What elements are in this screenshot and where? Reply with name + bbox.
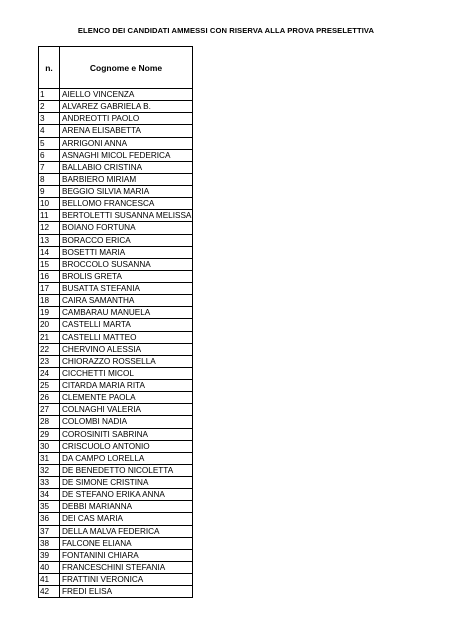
candidates-table xyxy=(38,46,193,598)
row-number-cell: 25 xyxy=(39,380,60,392)
row-number-cell: 28 xyxy=(39,416,60,428)
row-name-cell: CASTELLI MATTEO xyxy=(60,331,193,343)
row-number-cell: 21 xyxy=(39,331,60,343)
row-number-cell: 17 xyxy=(39,283,60,295)
row-number-cell: 10 xyxy=(39,198,60,210)
row-name-cell: BUSATTA STEFANIA xyxy=(60,283,193,295)
table-row xyxy=(39,101,193,113)
row-number-cell: 20 xyxy=(39,319,60,331)
row-name-cell: CHERVINO ALESSIA xyxy=(60,343,193,355)
row-number-cell: 7 xyxy=(39,161,60,173)
row-number-cell: 19 xyxy=(39,307,60,319)
table-row xyxy=(39,89,193,101)
row-name-cell: COLOMBI NADIA xyxy=(60,416,193,428)
row-name-cell: FALCONE ELIANA xyxy=(60,537,193,549)
row-number-cell: 33 xyxy=(39,477,60,489)
table-row xyxy=(39,125,193,137)
table-body xyxy=(39,89,193,598)
row-number-cell: 18 xyxy=(39,295,60,307)
row-number-cell: 16 xyxy=(39,270,60,282)
row-name-cell: CASTELLI MARTA xyxy=(60,319,193,331)
row-name-cell: BELLOMO FRANCESCA xyxy=(60,198,193,210)
row-name-cell: FRANCESCHINI STEFANIA xyxy=(60,561,193,573)
row-name-cell: CITARDA MARIA RITA xyxy=(60,380,193,392)
row-number-cell: 1 xyxy=(39,89,60,101)
row-name-cell: CAIRA SAMANTHA xyxy=(60,295,193,307)
row-number-cell: 11 xyxy=(39,210,60,222)
table-row xyxy=(39,210,193,222)
table-row xyxy=(39,283,193,295)
row-number-cell: 31 xyxy=(39,452,60,464)
table-row xyxy=(39,234,193,246)
row-number-cell: 26 xyxy=(39,392,60,404)
table-row xyxy=(39,173,193,185)
row-number-cell: 5 xyxy=(39,137,60,149)
row-number-cell: 37 xyxy=(39,525,60,537)
table-row xyxy=(39,258,193,270)
table-row xyxy=(39,161,193,173)
table-row xyxy=(39,574,193,586)
table-row xyxy=(39,440,193,452)
row-name-cell: BOIANO FORTUNA xyxy=(60,222,193,234)
row-name-cell: FONTANINI CHIARA xyxy=(60,549,193,561)
row-number-cell: 24 xyxy=(39,367,60,379)
row-name-cell: COROSINITI SABRINA xyxy=(60,428,193,440)
row-number-cell: 30 xyxy=(39,440,60,452)
table-row xyxy=(39,149,193,161)
row-number-cell: 2 xyxy=(39,101,60,113)
table-header-row xyxy=(39,47,193,89)
row-number-cell: 32 xyxy=(39,464,60,476)
table-row xyxy=(39,404,193,416)
table-row xyxy=(39,477,193,489)
row-number-cell: 34 xyxy=(39,489,60,501)
row-name-cell: BERTOLETTI SUSANNA MELISSA xyxy=(60,210,193,222)
row-name-cell: BROCCOLO SUSANNA xyxy=(60,258,193,270)
row-name-cell: BROLIS GRETA xyxy=(60,270,193,282)
table-row xyxy=(39,355,193,367)
row-number-cell: 38 xyxy=(39,537,60,549)
row-name-cell: DEI CAS MARIA xyxy=(60,513,193,525)
row-name-cell: ALVAREZ GABRIELA B. xyxy=(60,101,193,113)
table-row xyxy=(39,186,193,198)
table-row xyxy=(39,113,193,125)
row-number-cell: 39 xyxy=(39,549,60,561)
row-name-cell: ANDREOTTI PAOLO xyxy=(60,113,193,125)
row-number-cell: 9 xyxy=(39,186,60,198)
table-row xyxy=(39,392,193,404)
table-row xyxy=(39,428,193,440)
row-name-cell: DE STEFANO ERIKA ANNA xyxy=(60,489,193,501)
table-row xyxy=(39,501,193,513)
table-row xyxy=(39,246,193,258)
row-name-cell: BORACCO ERICA xyxy=(60,234,193,246)
row-name-cell: AIELLO VINCENZA xyxy=(60,89,193,101)
row-name-cell: DE SIMONE CRISTINA xyxy=(60,477,193,489)
row-name-cell: DA CAMPO LORELLA xyxy=(60,452,193,464)
table-row xyxy=(39,586,193,598)
row-name-cell: CHIORAZZO ROSSELLA xyxy=(60,355,193,367)
document-title: ELENCO DEI CANDIDATI AMMESSI CON RISERVA ALLA PROVA PRESELETTIVA xyxy=(77,26,375,35)
table-row xyxy=(39,380,193,392)
table-row xyxy=(39,319,193,331)
table-row xyxy=(39,464,193,476)
row-name-cell: DEBBI MARIANNA xyxy=(60,501,193,513)
row-name-cell: ASNAGHI MICOL FEDERICA xyxy=(60,149,193,161)
row-name-cell: DE BENEDETTO NICOLETTA xyxy=(60,464,193,476)
row-number-cell: 35 xyxy=(39,501,60,513)
row-number-cell: 8 xyxy=(39,173,60,185)
table-row xyxy=(39,331,193,343)
row-name-cell: FRATTINI VERONICA xyxy=(60,574,193,586)
row-number-cell: 12 xyxy=(39,222,60,234)
table-row xyxy=(39,367,193,379)
row-number-cell: 41 xyxy=(39,574,60,586)
row-number-cell: 23 xyxy=(39,355,60,367)
row-name-cell: ARRIGONI ANNA xyxy=(60,137,193,149)
row-number-cell: 36 xyxy=(39,513,60,525)
row-number-cell: 22 xyxy=(39,343,60,355)
row-name-cell: BALLABIO CRISTINA xyxy=(60,161,193,173)
row-number-cell: 3 xyxy=(39,113,60,125)
row-number-cell: 6 xyxy=(39,149,60,161)
row-name-cell: COLNAGHI VALERIA xyxy=(60,404,193,416)
table-row xyxy=(39,137,193,149)
row-number-cell: 4 xyxy=(39,125,60,137)
row-number-cell: 14 xyxy=(39,246,60,258)
table-row xyxy=(39,222,193,234)
row-name-cell: BARBIERO MIRIAM xyxy=(60,173,193,185)
column-header-number: n. xyxy=(39,47,60,89)
table-row xyxy=(39,295,193,307)
table-row xyxy=(39,525,193,537)
table-row xyxy=(39,537,193,549)
table-row xyxy=(39,270,193,282)
table-row xyxy=(39,307,193,319)
row-name-cell: CICCHETTI MICOL xyxy=(60,367,193,379)
table-row xyxy=(39,452,193,464)
table-row xyxy=(39,343,193,355)
row-number-cell: 40 xyxy=(39,561,60,573)
table-row xyxy=(39,198,193,210)
row-number-cell: 27 xyxy=(39,404,60,416)
table-row xyxy=(39,416,193,428)
row-name-cell: ARENA ELISABETTA xyxy=(60,125,193,137)
row-name-cell: DELLA MALVA FEDERICA xyxy=(60,525,193,537)
row-name-cell: BOSETTI MARIA xyxy=(60,246,193,258)
row-name-cell: FREDI ELISA xyxy=(60,586,193,598)
row-name-cell: BEGGIO SILVIA MARIA xyxy=(60,186,193,198)
row-name-cell: CLEMENTE PAOLA xyxy=(60,392,193,404)
row-number-cell: 42 xyxy=(39,586,60,598)
row-name-cell: CAMBARAU MANUELA xyxy=(60,307,193,319)
row-number-cell: 15 xyxy=(39,258,60,270)
column-header-name: Cognome e Nome xyxy=(60,47,193,89)
table-row xyxy=(39,549,193,561)
table-row xyxy=(39,561,193,573)
table-row xyxy=(39,489,193,501)
table-row xyxy=(39,513,193,525)
row-number-cell: 13 xyxy=(39,234,60,246)
row-number-cell: 29 xyxy=(39,428,60,440)
row-name-cell: CRISCUOLO ANTONIO xyxy=(60,440,193,452)
